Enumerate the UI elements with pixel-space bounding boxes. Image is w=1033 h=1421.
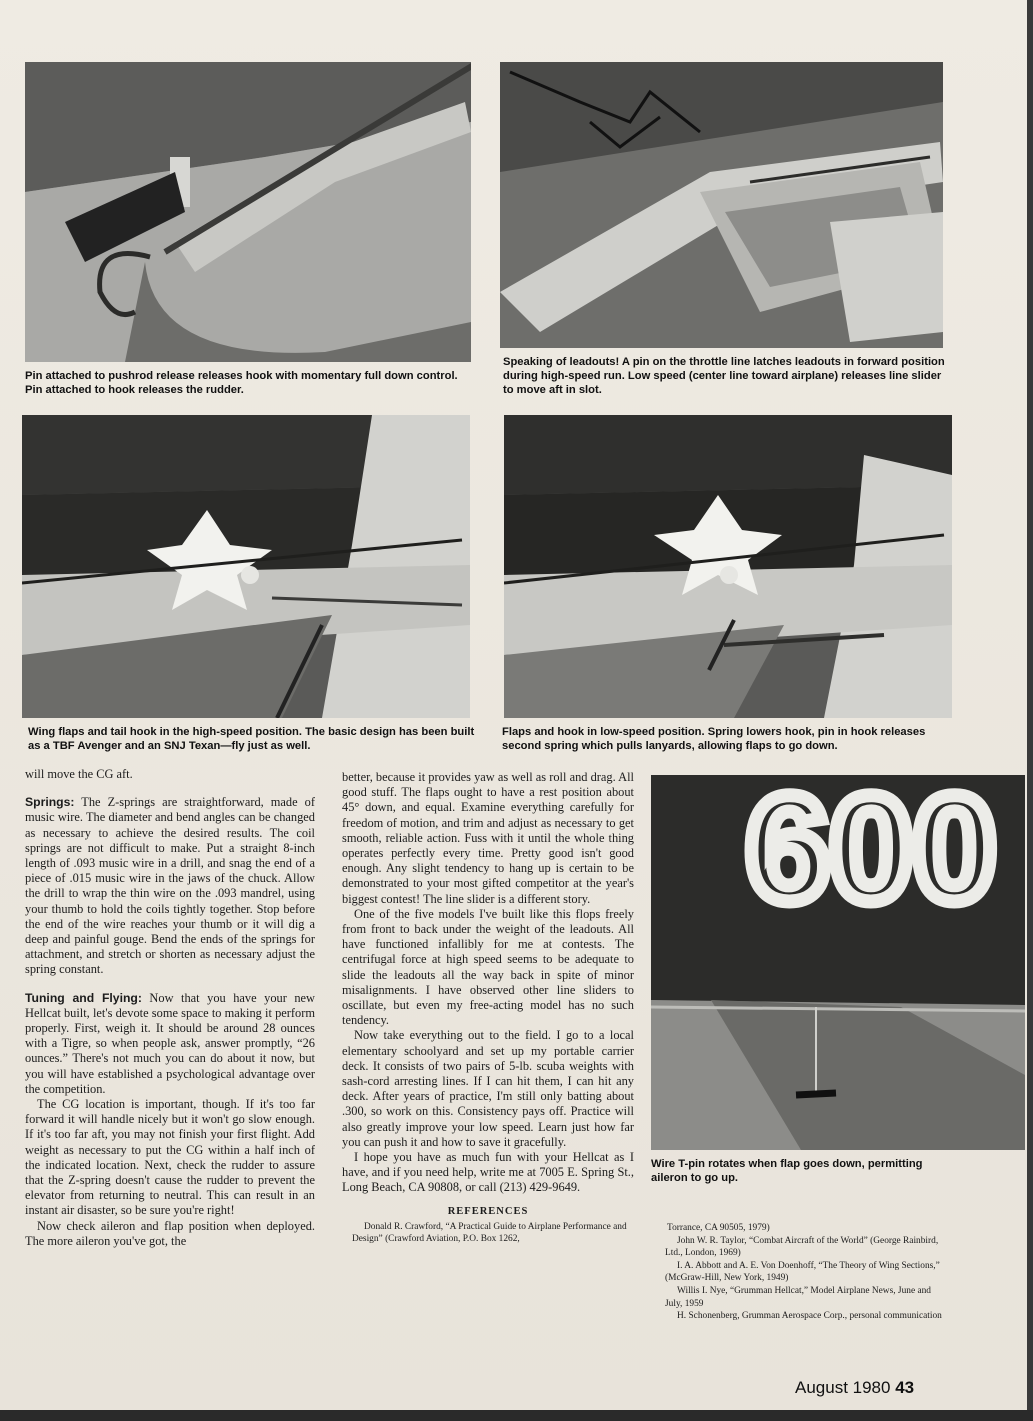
issue-date: August 1980 [795, 1378, 891, 1397]
reference-4: Willis I. Nye, “Grumman Hellcat,” Model Airplane News, June and July, 1959 [665, 1285, 931, 1309]
text-column-2 [342, 770, 634, 1246]
photo-pushrod-hook-release [25, 62, 471, 362]
cg-paragraph: The CG location is important, though. If it's too far forward it will handle nicely but it won't go slow enough. If it's too far aft, you may not finish your first flight. Add weight as necessary to put the CG within a half inch of the indicated location. Next, check the rudder to assure that the Z-spring doesn't cause the rudder to prevent the elevator from returning to neutral. This can result in an instant air disaster, so be sure you're right! [25, 1097, 315, 1218]
photo-flaps-low-speed [504, 415, 952, 718]
tuning-paragraph: Tuning and Flying: Now that you have your new Hellcat built, let's devote some space to making it perform properly. First, weigh it. It should be around 28 ounces with a Tigre, so when people ask, answer promptly, “26 ounces.” There's not much you can do about it now, but you will have established a psychological advantage over the competition. [25, 990, 315, 1096]
photo-leadout-latch [500, 62, 943, 348]
reference-1-cont: Torrance, CA 90505, 1979) [667, 1223, 770, 1233]
caption-photo-1: Pin attached to pushrod release releases hook with momentary full down control. Pin attached to hook releases the rudder. [25, 370, 458, 396]
caption-photo-4: Flaps and hook in low-speed position. Spring lowers hook, pin in hook releases second spring which pulls lanyards, allowing flaps to go down. [502, 726, 926, 752]
fuselage-number: 600 [746, 775, 997, 932]
col2-paragraph-1: better, because it provides yaw as well as roll and drag. All good stuff. The flaps ought to have a rest position about 45° down, and equal. Examine everything carefully for freedom of motion, and trim and adjust as necessary to get smooth, reliable action. Fuss with it until the whole thing operates perfectly every time. Pretty good isn't good enough. Any slight tendency to hang up is certain to be demonstrated to your most gifted competitor at the year's biggest contest! The line slider is a different story. [342, 770, 634, 906]
aileron-paragraph: Now check aileron and flap position when deployed. The more aileron you've got, the [25, 1218, 315, 1248]
tuning-heading: Tuning and Flying: [25, 990, 142, 1005]
page-folio [795, 1378, 914, 1398]
photo-t-pin [651, 775, 1025, 1150]
caption-photo-2: Speaking of leadouts! A pin on the throttle line latches leadouts in forward position during high-speed run. Low speed (center line toward airplane) releases line slider to move aft in slot. [503, 356, 945, 396]
reference-5: H. Schonenberg, Grumman Aerospace Corp., personal communication [677, 1311, 942, 1322]
springs-heading: Springs: [25, 795, 75, 810]
page-number: 43 [895, 1378, 915, 1397]
text-column-1 [25, 767, 315, 1249]
photo-flaps-high-speed [22, 415, 470, 718]
page-edge-bottom [0, 1410, 1033, 1421]
col2-paragraph-3: Now take everything out to the field. I go to a local elementary schoolyard and set up my portable carrier deck. It consists of two pairs of 5-lb. scuba weights with sash-cord arresting lines. If I can hit them, I can hit any deck. After years of practice, I'm still only batting about .300, so work on this. Consistency pays off. Practice will also greatly improve your low speed. Learn just how far you can push it and how to save it gracefully. [342, 1028, 634, 1149]
page-edge-right [1027, 0, 1033, 1421]
caption-photo-3: Wing flaps and tail hook in the high-speed position. The basic design has been built as a TBF Avenger and an SNJ Texan—fly just as well. [28, 726, 475, 752]
col2-paragraph-4: I hope you have as much fun with your Hellcat as I have, and if you need help, write me at 7005 E. Spring St., Long Beach, CA 90808, or call (213) 429-9649. [342, 1150, 634, 1195]
reference-1: Donald R. Crawford, “A Practical Guide to Airplane Performance and Design” (Crawford Aviation, P.O. Box 1262, [352, 1221, 627, 1245]
references-continued [655, 1222, 950, 1323]
reference-2: John W. R. Taylor, “Combat Aircraft of the World” (George Rainbird, Ltd., London, 1969) [665, 1235, 939, 1259]
reference-3: I. A. Abbott and A. E. Von Doenhoff, “The Theory of Wing Sections,” (McGraw-Hill, New York, 1949) [665, 1260, 940, 1284]
col1-intro: will move the CG aft. [25, 767, 133, 781]
col2-paragraph-2: One of the five models I've built like this flops freely from front to back under the weight of the leadouts. All have functioned infallibly for me at contests. The centrifugal force at high speed seems to be adequate to slide the leadouts all the way back in spite of minor misalignments. I have observed other line sliders to oscillate, but even my free-acting model has no such tendency. [342, 906, 634, 1028]
references-heading: REFERENCES [447, 1205, 529, 1217]
caption-photo-5: Wire T-pin rotates when flap goes down, permitting aileron to go up. [651, 1158, 923, 1184]
springs-paragraph: Springs: The Z-springs are straightforward, made of music wire. The diameter and bend angles can be changed as necessary to achieve the desired results. The coil springs are not difficult to make. Put a straight 8-inch length of .093 music wire in a drill, and snag the end of a piece of .015 music wire in the jaws of the chuck. Allow the drill to wrap the thin wire on the .093 mandrel, using your thumb to hold the coils tightly together. Stop before the end of the wire reaches your thumb or it will dig a deep and painful gouge. Bend the ends of the springs for attachment, and stretch or shorten as necessary adjust the spring constant. [25, 795, 315, 977]
